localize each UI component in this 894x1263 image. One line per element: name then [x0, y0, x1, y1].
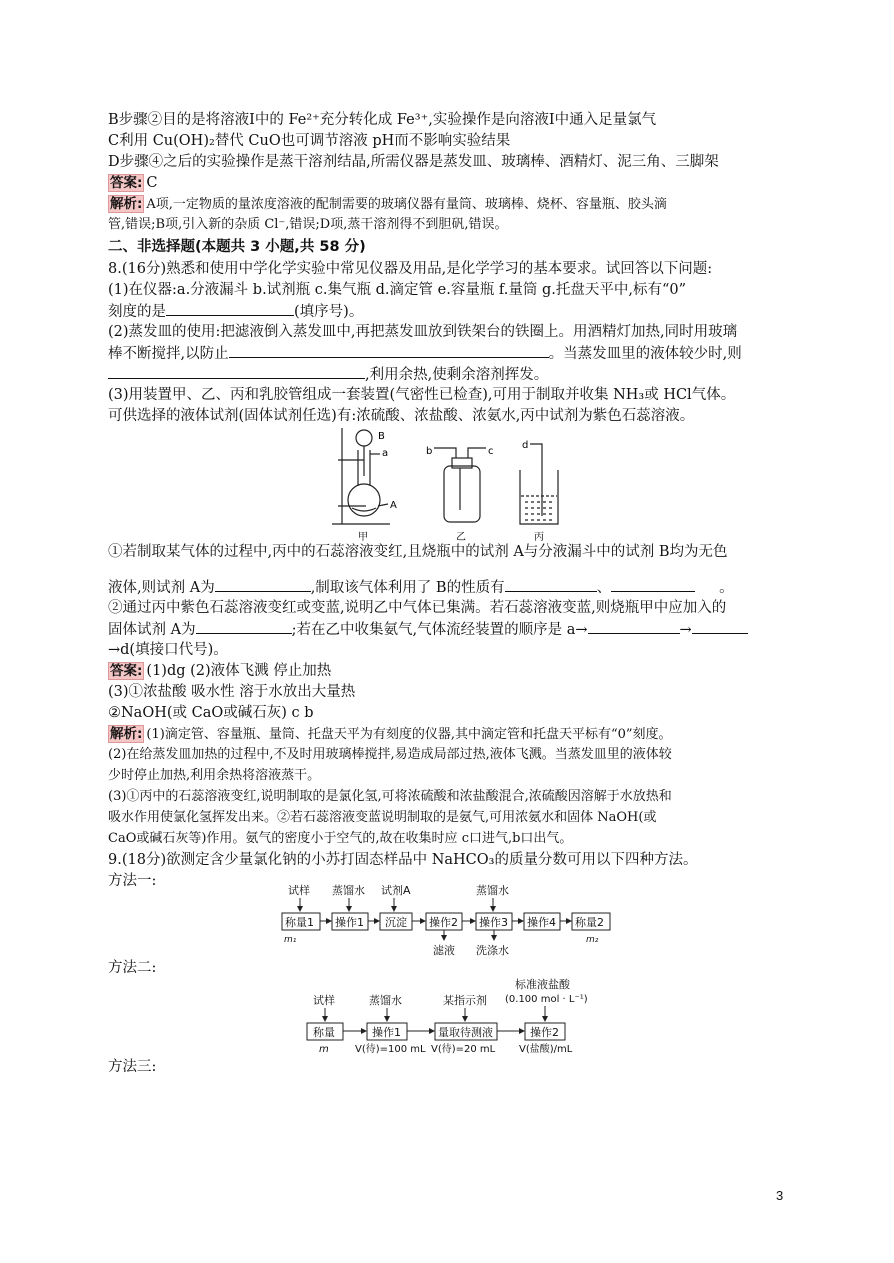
apparatus-bing: [520, 444, 558, 524]
flow2-box-2: 量取待测液: [438, 1026, 493, 1039]
flow1-box-1: 操作1: [335, 916, 364, 929]
flowchart-method-1: [278, 880, 618, 958]
flow1-box-5: 操作4: [527, 916, 556, 929]
flow1-m1: m₁: [284, 935, 297, 945]
answer-2a-text: (1)dg (2)液体飞溅 停止加热: [146, 663, 332, 679]
flow1-top-2: 试剂A: [381, 884, 411, 897]
blank: [166, 301, 294, 316]
q8-part3f-arrow: →: [679, 622, 692, 638]
blank: [588, 619, 680, 634]
q8-part2b: [108, 343, 742, 364]
label-c: c: [488, 446, 494, 457]
q8-part1a: (1)在仪器:a.分液漏斗 b.试剂瓶 c.集气瓶 d.滴定管 e.容量瓶 f.量筒 g.托盘天平中,标有“0”: [108, 282, 687, 298]
q8-part3e: ②通过丙中紫色石蕊溶液变红或变蓝,说明乙中气体已集满。若石蕊溶液变蓝,则烧瓶甲中应加入的: [108, 600, 727, 616]
q8-part3b: 可供选择的液体试剂(固体试剂任选)有:浓硫酸、浓盐酸、浓氨水,丙中试剂为紫色石蕊溶液。: [108, 408, 695, 424]
q8-part3d-end: 。: [719, 580, 734, 596]
flow2-top-2: 某指示剂: [443, 994, 487, 1007]
apparatus-jia: [332, 428, 390, 524]
analysis-tag: 解析:: [110, 196, 143, 212]
q8-part3g: →d(填接口代号)。: [108, 642, 228, 658]
q8-part3a: (3)用装置甲、乙、丙和乳胶管组成一套装置(气密性已检查),可用于制取并收集 NH₃或 HCl气体。: [108, 387, 736, 403]
analysis-2b: (2)在给蒸发皿加热的过程中,不及时用玻璃棒搅拌,易造成局部过热,液体飞溅。当蒸发皿里的液体较: [108, 747, 672, 762]
blank: [215, 577, 311, 592]
section-heading: 二、非选择题(本题共 3 小题,共 58 分): [108, 239, 366, 255]
analysis-2c: 少时停止加热,利用余热将溶液蒸干。: [108, 768, 321, 783]
q8-part2c: [108, 364, 548, 385]
flow2-box-0: 称量: [313, 1026, 335, 1039]
q8-part3d-pre: 液体,则试剂 A为: [108, 580, 215, 596]
flow2-top-4: (0.100 mol · L⁻¹): [505, 994, 588, 1005]
flow1-bottom-0: 滤液: [433, 944, 455, 957]
answer-1-text: C: [146, 175, 158, 191]
option-c: C利用 Cu(OH)₂替代 CuO也可调节溶液 pH而不影响实验结果: [108, 133, 511, 149]
blank: [229, 343, 549, 358]
flow1-top-1: 蒸馏水: [332, 884, 365, 897]
answer-tag: 答案:: [110, 663, 143, 679]
flow1-box-0: 称量1: [285, 916, 314, 929]
analysis-2a: [108, 724, 672, 745]
flow2-bottom-3: V(盐酸)/mL: [519, 1044, 573, 1055]
analysis-2d: (3)①丙中的石蕊溶液变红,说明制取的是氯化氢,可将浓硫酸和浓盐酸混合,浓硫酸因溶解于水放热和: [108, 789, 672, 804]
analysis-1a: [108, 194, 667, 215]
q8-stem: 8.(16分)熟悉和使用中学化学实验中常见仪器及用品,是化学学习的基本要求。试回答以下问题:: [108, 261, 713, 277]
option-d: D步骤④之后的实验操作是蒸干溶剂结晶,所需仪器是蒸发皿、玻璃棒、酒精灯、泥三角、三脚架: [108, 154, 719, 170]
flowchart-method-2: [305, 976, 595, 1058]
answer-2b: (3)①浓盐酸 吸水性 溶于水放出大量热: [108, 684, 356, 700]
analysis-2a-text: (1)滴定管、容量瓶、量筒、托盘天平为有刻度的仪器,其中滴定管和托盘天平标有“0”刻度。: [146, 727, 672, 742]
flow1-top-0: 试样: [288, 884, 310, 897]
flow2-top-0: 试样: [313, 994, 335, 1007]
analysis-tag: 解析:: [110, 726, 143, 742]
blank: [108, 364, 365, 379]
flow1-box-2: 沉淀: [385, 916, 407, 929]
flow1-top-3: 蒸馏水: [476, 884, 509, 897]
apparatus-yi: [434, 448, 486, 522]
label-B: B: [378, 431, 385, 442]
flow2-box-3: 操作2: [530, 1026, 559, 1039]
q8-part3d-mid: ,制取该气体利用了 B的性质有: [310, 580, 505, 596]
flow1-box-6: 称量2: [575, 916, 604, 929]
page-number: 3: [776, 1188, 784, 1203]
flow2-bottom-2: V(待)=20 mL: [431, 1044, 496, 1055]
flow2-top-1: 蒸馏水: [369, 994, 402, 1007]
q8-part3d: [108, 577, 734, 598]
analysis-1a-text: A项,一定物质的量浓度溶液的配制需要的玻璃仪器有量筒、玻璃棒、烧杯、容量瓶、胶头滴: [146, 197, 667, 212]
flow1-box-3: 操作2: [429, 916, 458, 929]
label-b: b: [426, 446, 433, 457]
answer-2a: [108, 661, 331, 681]
flow2-bottom-1: V(待)=100 mL: [355, 1044, 426, 1055]
blank: [611, 577, 695, 592]
analysis-2e: 吸水作用使氯化氢挥发出来。②若石蕊溶液变蓝说明制取的是氨气,可用浓氨水和固体 NaOH(或: [108, 810, 657, 825]
q8-part3f: [108, 619, 748, 640]
flow1-box-4: 操作3: [479, 916, 508, 929]
method-1-label: 方法一:: [108, 873, 157, 889]
q8-part1b-pre: 刻度的是: [108, 304, 166, 320]
q8-part3c: ①若制取某气体的过程中,丙中的石蕊溶液变红,且烧瓶中的试剂 A与分液漏斗中的试剂 B均为无色: [108, 544, 728, 560]
q8-part2a: (2)蒸发皿的使用:把滤液倒入蒸发皿中,再把蒸发皿放到铁架台的铁圈上。用酒精灯加热,同时用玻璃: [108, 324, 738, 340]
blank: [505, 577, 597, 592]
answer-2c: ②NaOH(或 CaO或碱石灰) c b: [108, 705, 314, 721]
q9-stem: 9.(18分)欲测定含少量氯化钠的小苏打固态样品中 NaHCO₃的质量分数可用以下四种方法。: [108, 852, 698, 868]
flow2-box-1: 操作1: [372, 1026, 401, 1039]
q8-part1b: [108, 301, 363, 322]
q8-part2c-post: ,利用余热,使剩余溶剂挥发。: [365, 367, 549, 383]
apparatus-figure: [320, 420, 560, 542]
flow1-bottom-1: 洗涤水: [476, 944, 509, 957]
method-3-label: 方法三:: [108, 1059, 157, 1075]
q8-part3f-mid: ;若在乙中收集氨气,气体流经装置的顺序是 a→: [291, 622, 588, 638]
option-b: B步骤②目的是将溶液Ⅰ中的 Fe²⁺充分转化成 Fe³⁺,实验操作是向溶液Ⅰ中通入足量氯气: [108, 112, 657, 128]
label-a: a: [382, 448, 389, 459]
label-yi: 乙: [456, 532, 466, 542]
label-bing: 丙: [534, 532, 544, 542]
label-A: A: [390, 500, 397, 511]
q8-part2b-pre: 棒不断搅拌,以防止: [108, 346, 229, 362]
method-2-label: 方法二:: [108, 960, 157, 976]
q8-part3d-sep: 、: [596, 580, 612, 596]
analysis-2f: CaO或碱石灰等)作用。氨气的密度小于空气的,故在收集时应 c口进气,b口出气。: [108, 831, 573, 846]
blank: [196, 619, 292, 634]
analysis-1b: 管,错误;B项,引入新的杂质 Cl⁻,错误;D项,蒸干溶剂得不到胆矾,错误。: [108, 217, 508, 232]
q8-part3f-pre: 固体试剂 A为: [108, 622, 196, 638]
label-jia: 甲: [358, 532, 368, 542]
flow2-top-3: 标准液盐酸: [515, 978, 570, 991]
flow1-m2: m₂: [586, 935, 599, 945]
flow2-bottom-0: m: [319, 1044, 329, 1055]
answer-tag: 答案:: [110, 175, 143, 191]
q8-part2b-post: 。当蒸发皿里的液体较少时,则: [548, 346, 742, 362]
q8-part1b-post: (填序号)。: [294, 304, 364, 320]
answer-1: [108, 173, 158, 193]
blank: [692, 619, 748, 634]
label-d: d: [522, 440, 529, 451]
